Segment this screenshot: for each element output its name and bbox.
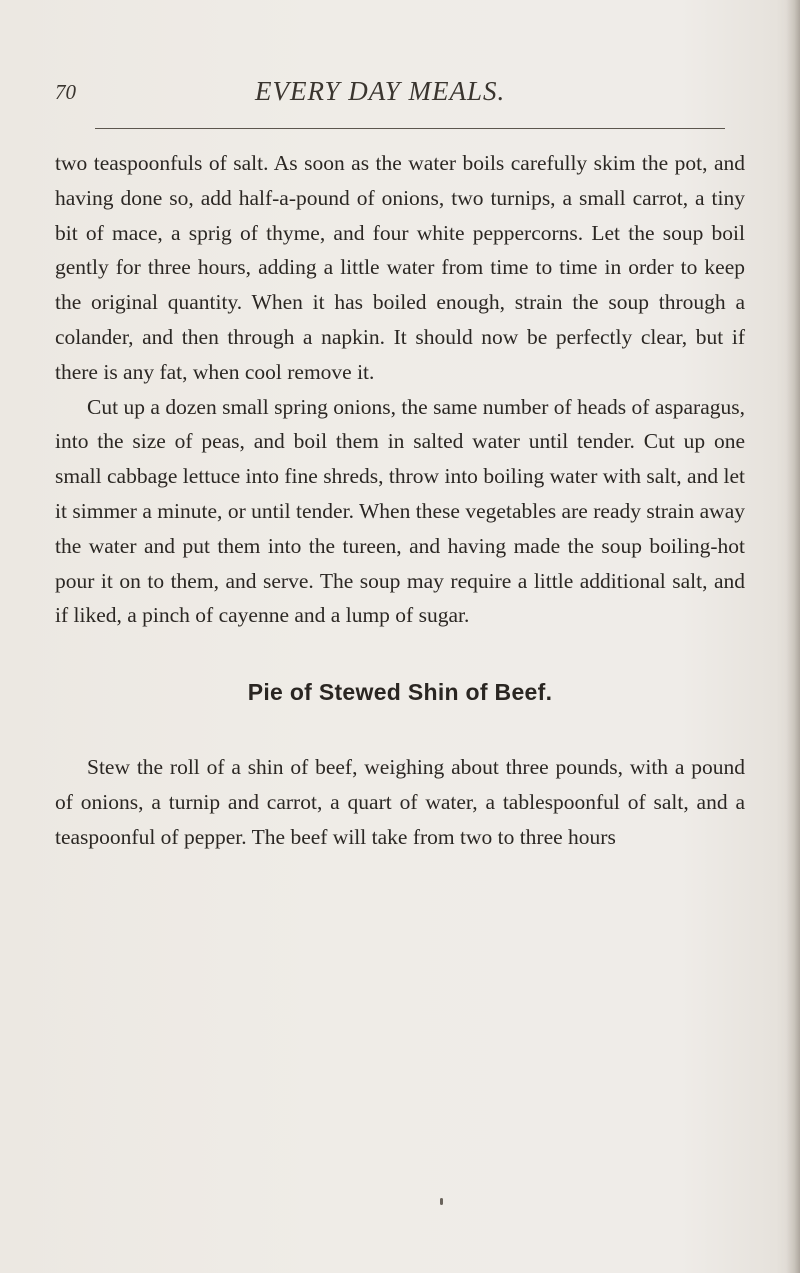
section-heading: Pie of Stewed Shin of Beef. <box>247 679 553 706</box>
paragraph: two teaspoonfuls of salt. As soon as the water boils carefully skim the pot, and having done so, add half-a-pound of onions, two turnips, a small carrot, a tiny bit of mace, a sprig of thyme, and four white peppercorns. Let the soup boil gently for three hours, adding a little water from time to time in order to keep the original quantity. When it has boiled enough, strain the soup through a colander, and then through a napkin. It should now be perfectly clear, but if there is any fat, when cool remove it. <box>55 151 745 384</box>
page-edge-shadow <box>786 0 800 1273</box>
page-body <box>55 146 745 855</box>
paragraph: Stew the roll of a shin of beef, weighing about three pounds, with a pound of onions, a turnip and carrot, a quart of water, a tablespoonful of salt, and a teaspoonful of pepper. The beef will take from two to three hours <box>55 755 745 849</box>
page-number: 70 <box>55 80 76 104</box>
header-rule <box>95 128 725 129</box>
running-title: EVERY DAY MEALS. <box>255 76 506 106</box>
ink-speck <box>440 1198 443 1205</box>
paragraph: Cut up a dozen small spring onions, the same number of heads of asparagus, into the size of peas, and boil them in salted water until tender. Cut up one small cabbage lettuce into fine shreds, throw into boiling water with salt, and let it simmer a minute, or until tender. When these vegetables are ready strain away the water and put them into the tureen, and having made the soup boiling-hot pour it on to them, and serve. The soup may require a little additional salt, and if liked, a pinch of cayenne and a lump of sugar. <box>55 394 745 628</box>
page-header <box>55 76 745 112</box>
